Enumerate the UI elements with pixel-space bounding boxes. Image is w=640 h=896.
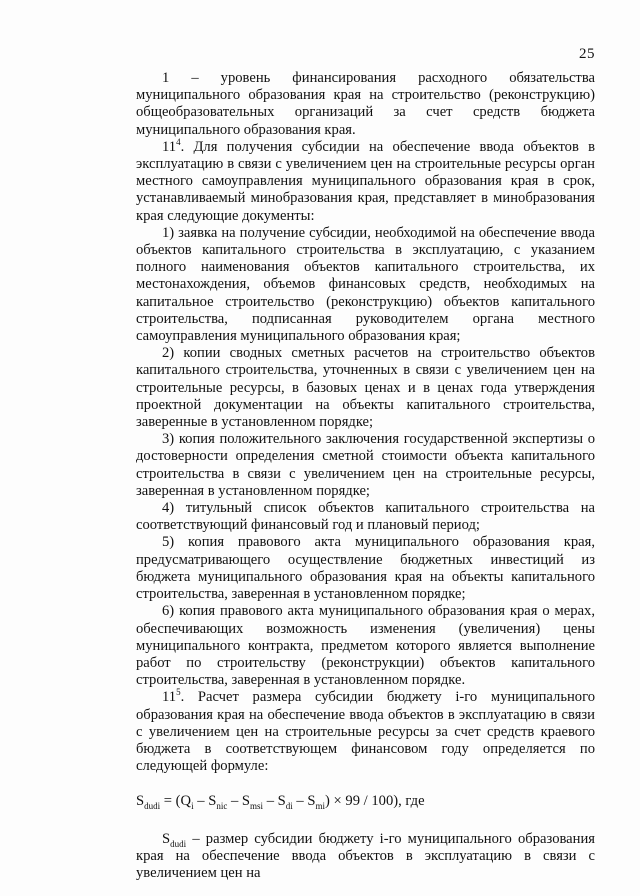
formula: $S_{dudi} = (Q_i - S_{nic} - S_{msi} - S_{di} - S_{mi}) \times 99 / 100$), где [136, 793, 425, 812]
clause-text: . Расчет размера субсидии бюджету i-го муниципального образования края на обеспечение ввода объектов в эксплуатацию в связи с увеличением цен на строительные ресурсы за счет средств краевого бюджета в соответствующем финансовом году определяется по следующей формуле: [136, 689, 595, 775]
document-body [136, 70, 595, 882]
list-item-1: 1) заявка на получение субсидии, необходимой на обеспечение ввода объектов капитального строительства в эксплуатацию, с указанием полного наименования объектов капитального строительства, их местонахождения, объемов финансовых средств, необходимых на капитальное строительство (реконструкцию) объектов капитального строительства, подписанная руководителем органа местного самоуправления муниципального образования края; [136, 224, 595, 345]
list-item-3: 3) копия положительного заключения государственной экспертизы о достоверности определения сметной стоимости объекта капитального строительства в связи с увеличением цен на строительные ресурсы, заверенная в установленном порядке; [136, 431, 595, 499]
list-item-6: 6) копия правового акта муниципального образования края о мерах, обеспечивающих возможность изменения (увеличения) цены муниципального контракта, предметом которого является выполнение работ по строительству (реконструкции) объектов капитального строительства, заверенная в установленном порядке. [136, 603, 595, 689]
clause-superscript: 5 [176, 687, 181, 698]
list-item-4: 4) титульный список объектов капитального строительства на соответствующий финансовый год и плановый период; [136, 500, 595, 534]
clause-number: 11 [162, 138, 177, 155]
definition-paragraph: $S_{dudi}$ – размер субсидии бюджету i-го муниципального образования края на обеспечение ввода объектов в эксплуатацию в связи с увеличением цен на [136, 830, 595, 881]
list-item-2: 2) копии сводных сметных расчетов на строительство объектов капитального строительства, уточненных в связи с увеличением цен на строительные ресурсы, в базовых ценах и в ценах года утверждения проектной документации на объекты капитального строительства, заверенные в установленном порядке; [136, 345, 595, 431]
clause-superscript: 4 [176, 136, 181, 147]
clause-number: 11 [162, 689, 177, 706]
clause-text: . Для получения субсидии на обеспечение ввода объектов в эксплуатацию в связи с увеличением цен на строительные ресурсы орган местного самоуправления муниципального образования края в срок, устанавливаемый минобразования края, представляет в минобразования края следующие документы: [136, 138, 595, 224]
list-item-5: 5) копия правового акта муниципального образования края, предусматривающего осуществление бюджетных инвестиций из бюджета муниципального образования края на объекты капитального строительства, заверенная в установленном порядке; [136, 534, 595, 603]
page-number: 25 [579, 46, 595, 62]
paragraph-11-5 [136, 689, 595, 775]
paragraph-1: 1 – уровень финансирования расходного обязательства муниципального образования края на строительство (реконструкцию) общеобразовательных организаций за счет средств бюджета муниципального образования края. [136, 70, 595, 138]
paragraph-11-4 [136, 136, 595, 225]
